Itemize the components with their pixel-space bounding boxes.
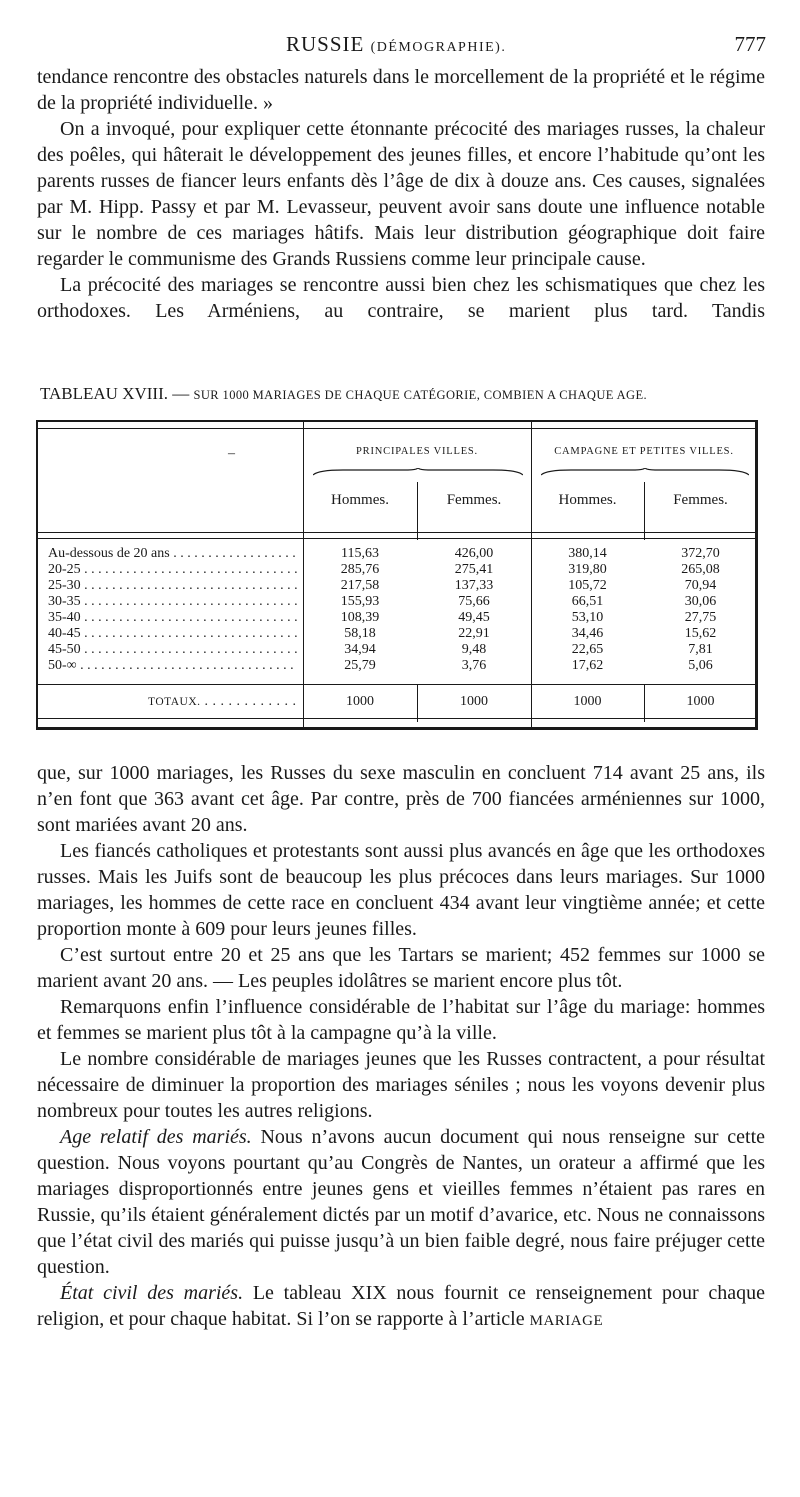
- table-caption: [40, 384, 770, 404]
- paragraph: Le nombre considérable de mariages jeunes que les Russes contractent, a pour résultat nécessaire de diminuer la proportion des mariages séniles ; nous les voyons devenir plus nombreux pour toutes les autres religions.: [37, 1048, 765, 1122]
- cell: 285,76: [340, 562, 380, 577]
- table-caption-label: TABLEAU XVIII. —: [40, 384, 190, 403]
- cell: 7,81: [688, 642, 713, 657]
- table-row: [48, 578, 755, 594]
- table-row: [48, 610, 755, 626]
- paragraph-text: Nous n’avons aucun document qui nous renseigne sur cette question. Nous voyons pourtant qu’au Congrès de Nantes, un orateur a affirmé que les mariages disproportionnés entre jeunes gens et vieilles femmes n’étaient pas rares en Russie, qu’ils étaient généralement dictés par un motif d’avarice, etc. Nous ne connaissons que l’état civil des mariés qui puisse jusqu’à un bien faible degré, nous faire préjuger cette question.: [37, 1126, 766, 1278]
- top-text-block: [37, 64, 765, 350]
- totals-row: [48, 694, 755, 712]
- table-row: [48, 658, 755, 674]
- cell: 115,63: [341, 546, 379, 561]
- row-label: 45-50 . . .: [48, 642, 298, 658]
- bottom-rule: [38, 718, 755, 719]
- column-header: Hommes.: [558, 492, 617, 508]
- cell: 15,62: [684, 626, 717, 641]
- totals-label: TOTAUX. . . .: [148, 694, 298, 710]
- paragraph: Remarquons enfin l’influence considérable de l’habitat sur l’âge du mariage: hommes et femmes se marient plus tôt à la campagne qu’à la ville.: [37, 996, 765, 1044]
- bottom-text-block: [37, 760, 765, 1334]
- row-label: 20-25 . . .: [48, 562, 298, 578]
- row-label: 25-30 . . .: [48, 578, 298, 594]
- total-cell: 1000: [573, 694, 602, 709]
- cell: 34,46: [571, 626, 604, 641]
- data-table: [36, 420, 758, 730]
- group-brace: [541, 468, 749, 476]
- table-row: [48, 642, 755, 658]
- paragraph: que, sur 1000 mariages, les Russes du sexe masculin en concluent 714 avant 25 ans, ils n’en font que 363 avant cet âge. Par contre, près de 700 fiancées arméniennes sur 1000, sont mariées avant 20 ans.: [37, 762, 765, 836]
- column-header: Femmes.: [446, 492, 502, 508]
- group-header-country: CAMPAGNE ET PETITES VILLES.: [554, 446, 734, 457]
- row-label: 50-∞ . . .: [48, 658, 298, 674]
- cell: 3,76: [461, 658, 487, 673]
- row-label: 30-35 . . .: [48, 594, 298, 610]
- header-rule: [38, 538, 755, 539]
- cell: 75,66: [458, 594, 490, 609]
- paragraph-age-relatif: [37, 1124, 765, 1280]
- cell: 25,79: [344, 658, 376, 673]
- paragraph-text: Le tableau XIX nous fournit ce renseignement pour chaque religion, et pour chaque habitat. Si l’on se rapporte à l’article: [37, 1282, 766, 1330]
- cell: 275,41: [454, 562, 494, 577]
- running-title-main: RUSSIE: [286, 32, 365, 56]
- section-heading: État civil des mariés.: [60, 1282, 244, 1304]
- table-row: [48, 546, 755, 562]
- table-caption-title: SUR 1000 MARIAGES DE CHAQUE CATÉGORIE, COMBIEN A CHAQUE AGE.: [193, 388, 648, 402]
- section-heading: Age relatif des mariés.: [60, 1126, 252, 1148]
- cell: 380,14: [568, 546, 607, 561]
- row-label: 35-40 . . .: [48, 610, 298, 626]
- cell: 426,00: [454, 546, 494, 561]
- smallcaps-word: MARIAGE: [529, 1313, 604, 1329]
- paragraph-etat-civil: [37, 1280, 765, 1334]
- cell: 70,94: [684, 578, 717, 593]
- paragraph: On a invoqué, pour expliquer cette étonnante précocité des mariages russes, la chaleur des poêles, qui hâterait le développement des jeunes filles, et encore l’habitude qu’ont les parents russes de fiancer leurs enfants dès l’âge de dix à douze ans. Ces causes, signalées par M. Hipp. Passy et par M. Levasseur, peuvent avoir sans doute une influence notable sur le nombre de ces mariages hâtifs. Mais leur distribution géographique doit faire regarder le communisme des Grands Russiens comme leur principale cause.: [37, 118, 765, 270]
- table-row: [48, 562, 755, 578]
- cell: 17,62: [571, 658, 604, 673]
- stub-dash: –: [228, 446, 235, 461]
- cell: 53,10: [571, 610, 604, 625]
- column-header: Femmes.: [673, 492, 728, 508]
- totals-rule: [38, 684, 755, 685]
- total-cell: 1000: [686, 694, 715, 709]
- cell: 137,33: [454, 578, 494, 593]
- running-header: [36, 32, 766, 58]
- paragraph: tendance rencontre des obstacles naturels dans le morcellement de la propriété et le régime de la propriété individuelle. »: [37, 66, 765, 114]
- paragraph: Les fiancés catholiques et protestants sont aussi plus avancés en âge que les orthodoxes russes. Mais les Juifs sont de beaucoup les plus précoces dans leurs mariages. Sur 1000 mariages, les hommes de cette race en concluent 434 avant leur vingtième année; et cette proportion monte à 609 pour leurs jeunes filles.: [37, 840, 765, 940]
- running-title: [286, 32, 506, 57]
- table-row: [48, 626, 755, 642]
- row-label: Au-dessous de 20 ans . . .: [48, 546, 298, 562]
- cell: 5,06: [688, 658, 713, 673]
- cell: 34,94: [344, 642, 376, 657]
- total-cell: 1000: [460, 694, 488, 709]
- cell: 217,58: [340, 578, 380, 593]
- cell: 105,72: [568, 578, 607, 593]
- cell: 372,70: [681, 546, 720, 561]
- group-brace: [313, 468, 523, 476]
- cell: 319,80: [568, 562, 607, 577]
- cell: 155,93: [340, 594, 380, 609]
- top-rule: [38, 428, 755, 429]
- column-header: Hommes.: [331, 492, 389, 508]
- cell: 27,75: [684, 610, 717, 625]
- cell: 22,65: [571, 642, 604, 657]
- cell: 49,45: [458, 610, 490, 625]
- table-row: [48, 594, 755, 610]
- paragraph: La précocité des mariages se rencontre aussi bien chez les schismatiques que chez les orthodoxes. Les Arméniens, au contraire, se marient plus tard. Tandis: [37, 274, 765, 322]
- group-header-cities: PRINCIPALES VILLES.: [356, 446, 478, 457]
- cell: 108,39: [340, 610, 380, 625]
- cell: 22,91: [458, 626, 490, 641]
- paragraph: C’est surtout entre 20 et 25 ans que les Tartars se marient; 452 femmes sur 1000 se marient avant 20 ans. — Les peuples idolâtres se marient encore plus tôt.: [37, 944, 765, 992]
- page-number: 777: [734, 32, 766, 56]
- table-body: [48, 546, 755, 674]
- cell: 30,06: [684, 594, 717, 609]
- running-title-subtitle: (DÉMOGRAPHIE).: [370, 40, 507, 55]
- total-cell: 1000: [346, 694, 374, 709]
- header-rule: [38, 532, 755, 533]
- cell: 66,51: [571, 594, 604, 609]
- cell: 58,18: [344, 626, 376, 641]
- cell: 265,08: [681, 562, 720, 577]
- cell: 9,48: [461, 642, 487, 657]
- row-label: 40-45 . . .: [48, 626, 298, 642]
